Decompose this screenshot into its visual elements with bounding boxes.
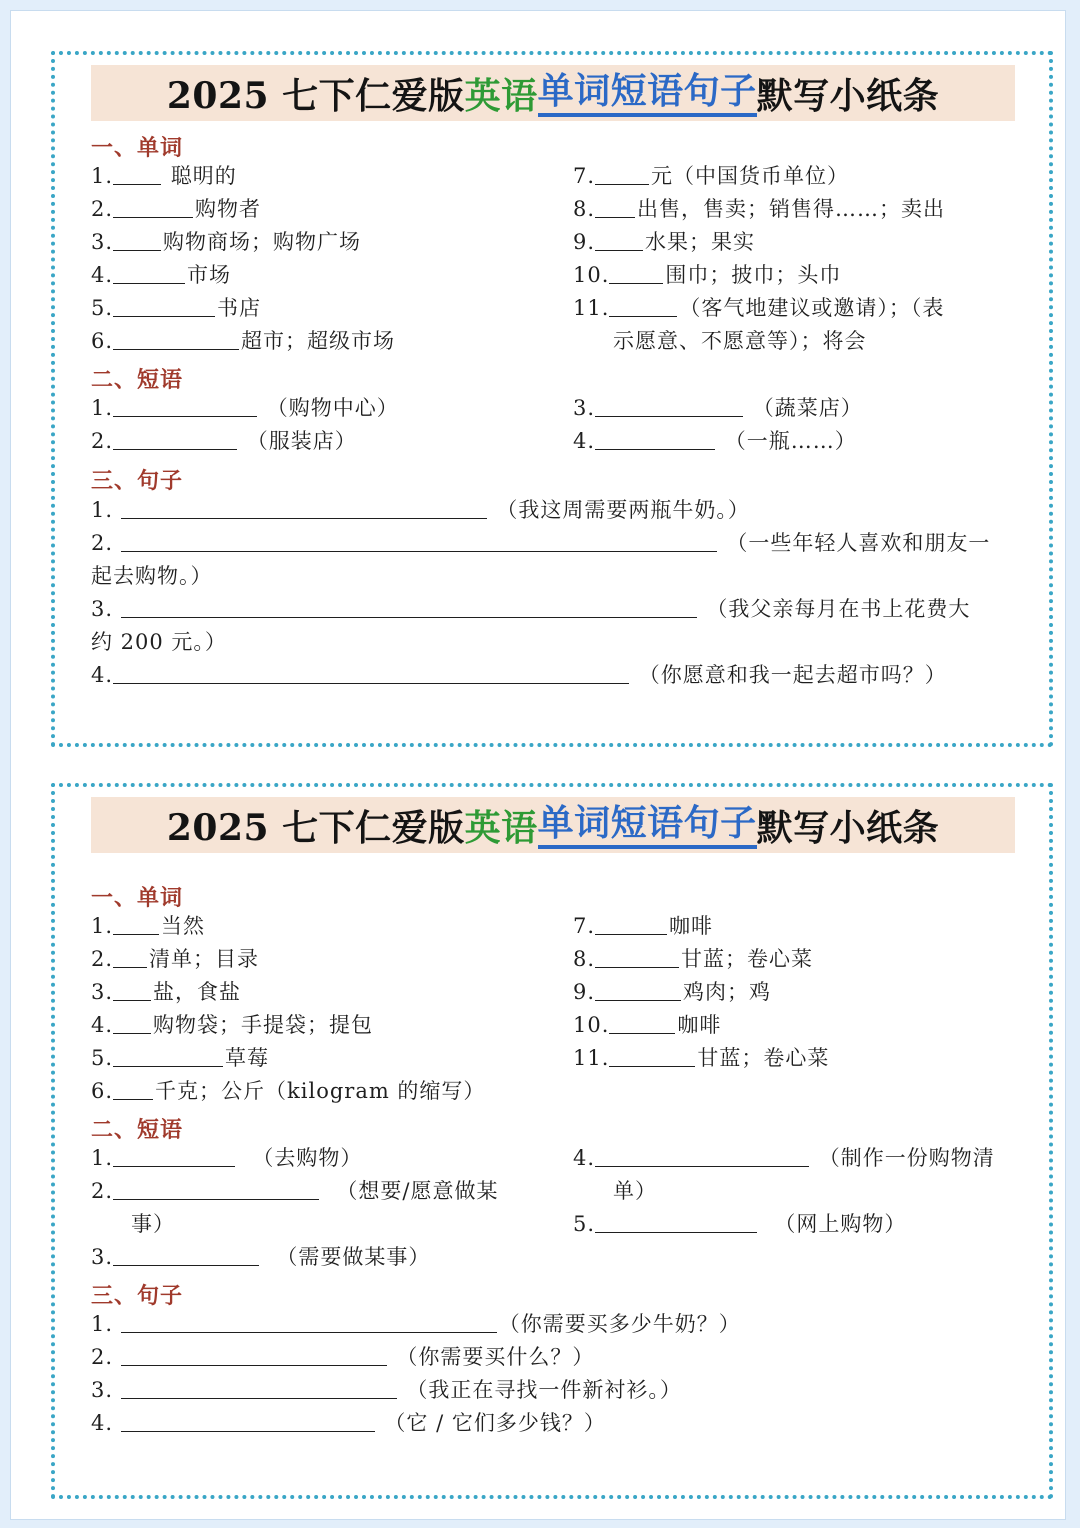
word-item: 4. 市场 — [91, 263, 232, 287]
word-item: 3. 购物商场；购物广场 — [91, 230, 362, 254]
answer-blank[interactable] — [113, 1144, 235, 1167]
answer-blank[interactable] — [595, 945, 679, 968]
answer-blank[interactable] — [609, 261, 663, 284]
page-sheet — [10, 10, 1066, 1520]
sentence-continued: 起去购物。） — [91, 564, 213, 588]
phrase-item: 5. （网上购物） — [573, 1212, 907, 1236]
sentence-item: 2. （一些年轻人喜欢和朋友一 — [91, 531, 991, 555]
answer-blank[interactable] — [113, 261, 185, 284]
phrase-item: 2. （想要/愿意做某 — [91, 1179, 499, 1203]
answer-blank[interactable] — [113, 1011, 151, 1034]
word-item: 7. 元（中国货币单位） — [573, 164, 850, 188]
word-item: 1. 当然 — [91, 914, 206, 938]
section-heading-sentences: 三、句子 — [91, 468, 184, 494]
phrase-item: 4. （一瓶……） — [573, 429, 857, 453]
word-item: 5. 草莓 — [91, 1046, 270, 1070]
title-green: 英语 — [464, 74, 538, 117]
worksheet-card-1 — [51, 51, 1053, 747]
answer-blank[interactable] — [121, 1310, 497, 1333]
answer-blank[interactable] — [113, 1243, 259, 1266]
section-heading-words: 一、单词 — [91, 135, 184, 161]
answer-blank[interactable] — [595, 427, 715, 450]
answer-blank[interactable] — [113, 912, 159, 935]
word-item: 6. 超市；超级市场 — [91, 329, 396, 353]
answer-blank[interactable] — [113, 228, 161, 251]
title-year: 2025 七下仁爱版 — [166, 806, 465, 849]
sentence-item: 4. （它 / 它们多少钱？） — [91, 1411, 606, 1435]
answer-blank[interactable] — [113, 1044, 223, 1067]
phrase-item: 1. （去购物） — [91, 1146, 363, 1170]
word-item: 10. 围巾；披巾；头巾 — [573, 263, 842, 287]
word-item: 8. 出售，售卖；销售得……；卖出 — [573, 197, 946, 221]
section-heading-sentences: 三、句子 — [91, 1283, 184, 1309]
worksheet-title — [91, 65, 1015, 121]
word-item: 6. 千克；公斤（kilogram 的缩写） — [91, 1079, 486, 1103]
word-item: 9. 鸡肉；鸡 — [573, 980, 772, 1004]
answer-blank[interactable] — [113, 945, 147, 968]
sentence-item: 3. （我父亲每月在书上花费大 — [91, 597, 971, 621]
answer-blank[interactable] — [121, 496, 487, 519]
worksheet-title — [91, 797, 1015, 853]
sentence-item: 4. （你愿意和我一起去超市吗？） — [91, 663, 947, 687]
answer-blank[interactable] — [113, 394, 257, 417]
word-item: 11. 甘蓝；卷心菜 — [573, 1046, 830, 1070]
title-green: 英语 — [464, 806, 538, 849]
phrase-continued: 事） — [131, 1212, 175, 1236]
phrase-item: 1. （购物中心） — [91, 396, 399, 420]
word-item: 5. 书店 — [91, 296, 262, 320]
answer-blank[interactable] — [121, 1376, 397, 1399]
section-heading-words: 一、单词 — [91, 885, 184, 911]
phrase-item: 3. （蔬菜店） — [573, 396, 863, 420]
answer-blank[interactable] — [113, 1077, 153, 1100]
answer-blank[interactable] — [595, 162, 649, 185]
sentence-item: 2. （你需要买什么？） — [91, 1345, 595, 1369]
word-item: 9. 水果；果实 — [573, 230, 756, 254]
word-item: 11. （客气地建议或邀请）；（表 — [573, 296, 945, 320]
word-item: 7. 咖啡 — [573, 914, 714, 938]
section-heading-phrases: 二、短语 — [91, 1117, 184, 1143]
answer-blank[interactable] — [113, 427, 237, 450]
word-item: 8. 甘蓝；卷心菜 — [573, 947, 814, 971]
phrase-item: 3. （需要做某事） — [91, 1245, 431, 1269]
answer-blank[interactable] — [609, 1011, 675, 1034]
answer-blank[interactable] — [121, 1343, 387, 1366]
word-item: 2. 购物者 — [91, 197, 262, 221]
answer-blank[interactable] — [113, 162, 161, 185]
sentence-item: 3. （我正在寻找一件新衬衫。） — [91, 1378, 682, 1402]
worksheet-card-2 — [51, 783, 1053, 1499]
answer-blank[interactable] — [113, 195, 193, 218]
answer-blank[interactable] — [595, 1144, 809, 1167]
answer-blank[interactable] — [609, 294, 677, 317]
section-heading-phrases: 二、短语 — [91, 367, 184, 393]
answer-blank[interactable] — [595, 912, 667, 935]
sentence-item: 1. （我这周需要两瓶牛奶。） — [91, 498, 750, 522]
title-year: 2025 七下仁爱版 — [166, 74, 465, 117]
answer-blank[interactable] — [595, 1210, 757, 1233]
word-item-continued: 示愿意、不愿意等）；将会 — [613, 329, 867, 353]
title-blue: 单词短语句子 — [538, 801, 757, 849]
word-item: 4. 购物袋；手提袋；提包 — [91, 1013, 374, 1037]
title-black: 默写小纸条 — [756, 806, 940, 849]
phrase-item: 2. （服装店） — [91, 429, 357, 453]
word-item: 2. 清单；目录 — [91, 947, 260, 971]
answer-blank[interactable] — [595, 228, 643, 251]
answer-blank[interactable] — [121, 1409, 375, 1432]
phrase-continued: 单） — [613, 1179, 657, 1203]
word-item: 10. 咖啡 — [573, 1013, 722, 1037]
word-item: 3. 盐，食盐 — [91, 980, 242, 1004]
answer-blank[interactable] — [595, 394, 743, 417]
answer-blank[interactable] — [121, 595, 697, 618]
phrase-item: 4. （制作一份购物清 — [573, 1146, 995, 1170]
answer-blank[interactable] — [595, 195, 635, 218]
sentence-item: 1. （你需要买多少牛奶？） — [91, 1312, 741, 1336]
answer-blank[interactable] — [113, 294, 215, 317]
answer-blank[interactable] — [121, 529, 717, 552]
answer-blank[interactable] — [609, 1044, 695, 1067]
title-black: 默写小纸条 — [756, 74, 940, 117]
sentence-continued: 约 200 元。） — [91, 630, 227, 654]
word-item: 1. 聪明的 — [91, 164, 237, 188]
answer-blank[interactable] — [595, 978, 681, 1001]
title-blue: 单词短语句子 — [538, 69, 757, 117]
answer-blank[interactable] — [113, 327, 239, 350]
answer-blank[interactable] — [113, 661, 629, 684]
answer-blank[interactable] — [113, 1177, 319, 1200]
answer-blank[interactable] — [113, 978, 151, 1001]
